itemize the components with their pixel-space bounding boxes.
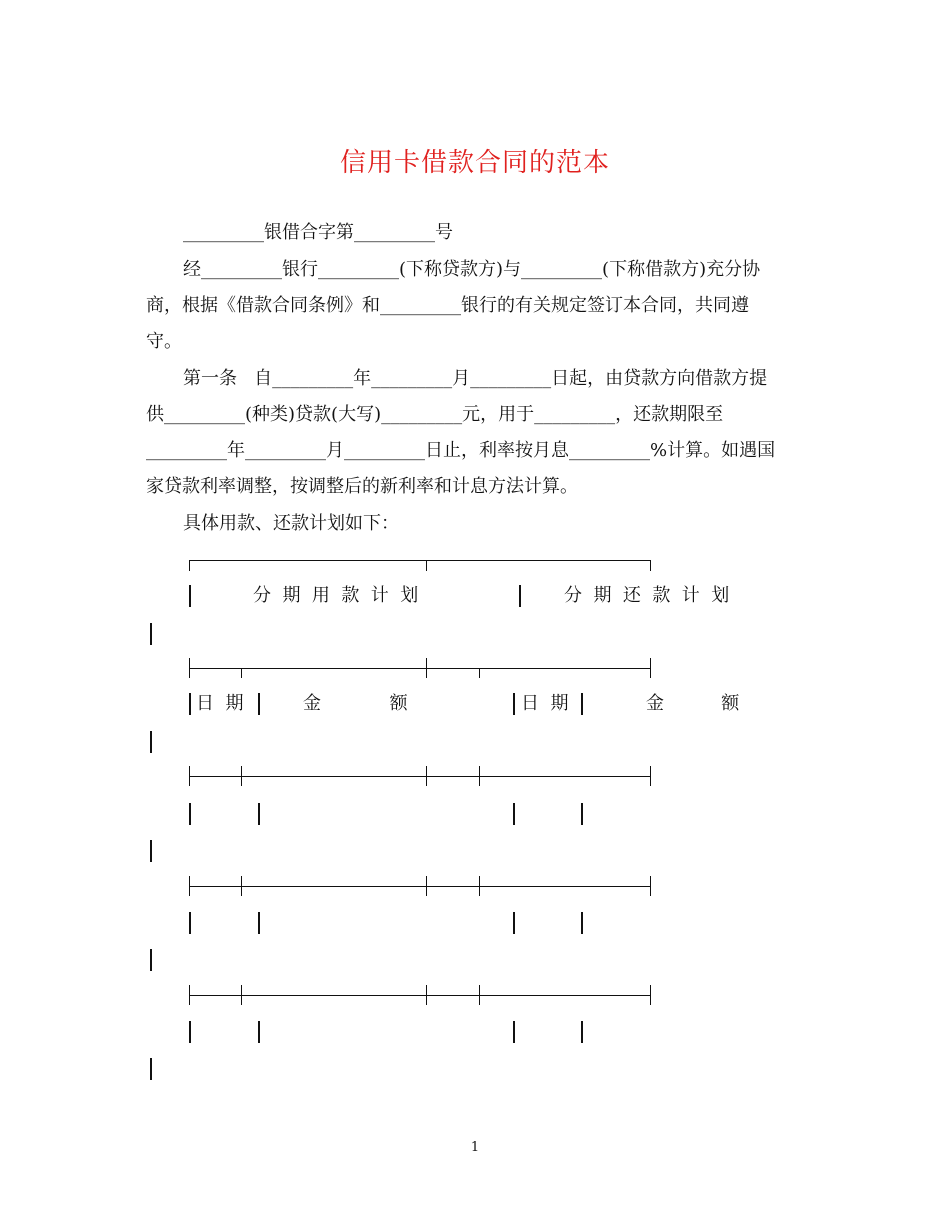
left-plan-header: 分 期 用 款 计 划 [253,585,419,606]
left-amount-column-header: 金 额 [303,693,408,714]
table-tick [650,658,651,678]
table-vbar [513,1021,515,1043]
table-tick [426,985,427,1005]
table-tick [241,766,242,786]
table-tick [650,766,651,786]
article-one-line-4: 家贷款利率调整，按调整后的新利率和计息方法计算。 [146,476,578,497]
table-tick [426,658,427,678]
table-vbar [189,1021,191,1043]
table-vbar [581,1021,583,1043]
article-one-line-2: 供_________(种类)贷款(大写)_________元，用于_________，还款期限至 [146,404,724,425]
right-amount-column-header: 金 额 [646,693,740,714]
table-vbar [513,693,515,715]
table-vbar [189,693,191,715]
table-tick [189,560,190,571]
table-vbar [189,803,191,825]
table-vbar [258,693,260,715]
table-separator [189,886,651,887]
table-tick [479,876,480,896]
table-separator [189,995,651,996]
paragraph-parties-line-3: 守。 [146,331,182,352]
paragraph-parties-line-2: 商，根据《借款合同条例》和_________银行的有关规定签订本合同，共同遵 [146,295,749,316]
table-separator [189,776,651,777]
right-plan-header: 分 期 还 款 计 划 [564,585,730,606]
table-tick [426,766,427,786]
article-one-line-3: _________年_________月_________日止，利率按月息_________%计算。如遇国 [146,440,776,461]
table-vbar-wrapped [150,840,152,862]
table-tick [650,560,651,571]
table-vbar-wrapped [150,949,152,971]
table-top-border [189,560,651,561]
table-tick [189,766,190,786]
table-tick [426,560,427,571]
right-date-column-header: 日 期 [521,693,569,714]
table-vbar [189,585,191,607]
table-tick [241,985,242,1005]
table-vbar [519,585,521,607]
table-tick [189,658,190,678]
table-vbar [258,803,260,825]
table-vbar [258,1021,260,1043]
table-tick [189,876,190,896]
article-one-line-1: 第一条 自_________年_________月_________日起，由贷款方向借款方提 [183,368,768,389]
table-vbar [581,912,583,934]
table-vbar [513,803,515,825]
table-tick [241,876,242,896]
table-vbar-wrapped [150,623,152,645]
table-tick [650,985,651,1005]
table-vbar [581,803,583,825]
table-tick [479,766,480,786]
table-separator [189,668,651,669]
table-tick [426,876,427,896]
page-number: 1 [470,1140,480,1155]
table-tick [650,876,651,896]
table-vbar [189,912,191,934]
left-date-column-header: 日 期 [196,693,244,714]
table-vbar-wrapped [150,1058,152,1080]
table-vbar-wrapped [150,731,152,753]
document-title: 信用卡借款合同的范本 [339,148,610,178]
table-vbar [581,693,583,715]
paragraph-parties-line-1: 经_________银行_________(下称贷款方)与_________(下称借款方)充分协 [183,259,761,280]
plan-intro-line: 具体用款、还款计划如下： [183,513,399,534]
table-vbar [513,912,515,934]
table-tick [479,985,480,1005]
table-vbar [258,912,260,934]
table-tick [241,668,242,678]
table-tick [479,668,480,678]
table-tick [189,985,190,1005]
contract-number-line: _________银借合字第_________号 [183,222,453,243]
